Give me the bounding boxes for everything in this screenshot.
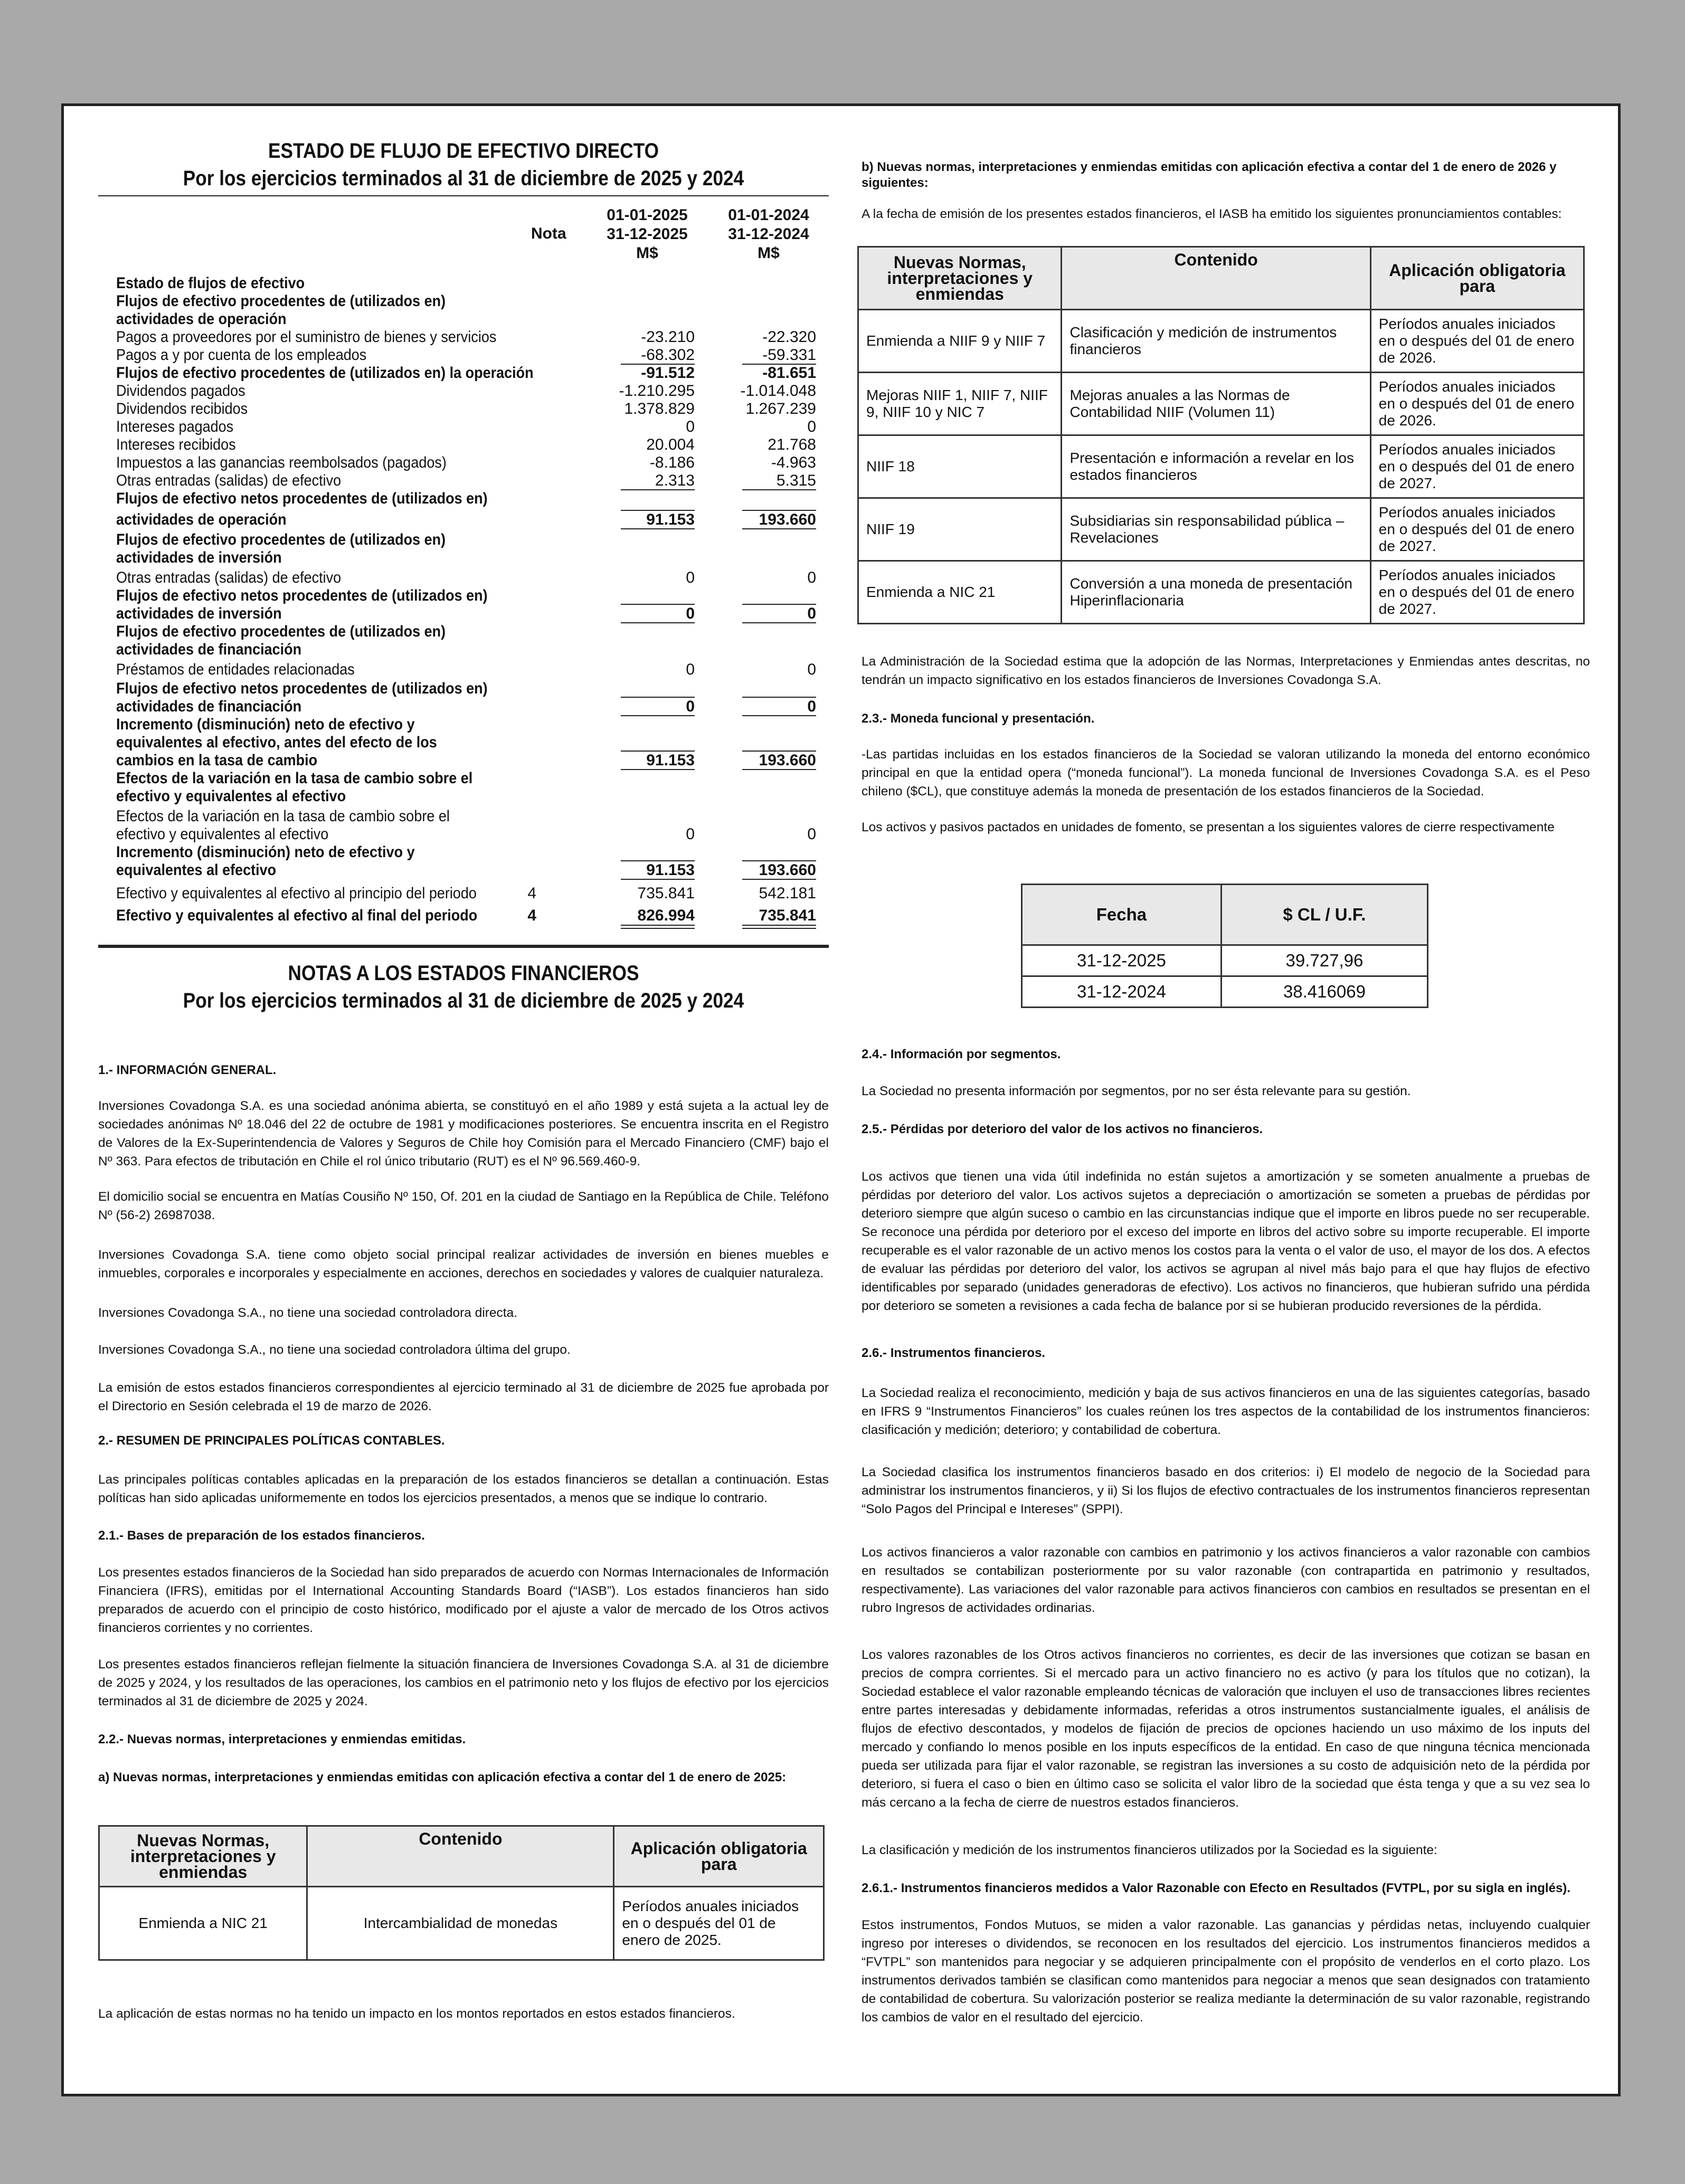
table-cell-norma: NIIF 18 bbox=[858, 435, 1062, 498]
table-cell-norma: Enmienda a NIIF 9 y NIIF 7 bbox=[858, 310, 1062, 373]
underline bbox=[742, 622, 816, 623]
cashflow-value-2025: 20.004 bbox=[646, 436, 695, 453]
cashflow-row-label: Efectivo y equivalentes al efectivo al principio del periodo bbox=[116, 885, 477, 902]
cashflow-row-label: Flujos de efectivo procedentes de (utilizados en) la operación bbox=[116, 364, 534, 382]
cashflow-title: ESTADO DE FLUJO DE EFECTIVO DIRECTO bbox=[268, 139, 659, 163]
overline bbox=[621, 604, 695, 605]
th-contenido: Contenido bbox=[307, 1826, 614, 1887]
cashflow-nota: 4 bbox=[527, 907, 536, 924]
paragraph: A la fecha de emisión de los presentes estados financieros, el IASB ha emitido los siguientes pronunciamientos contables: bbox=[862, 207, 1562, 221]
th-aplicacion: Aplicación obligatoria para bbox=[1370, 247, 1584, 310]
paragraph: Los activos financieros a valor razonable con cambios en patrimonio y los activos financieros a valor razonable con cambios en resultados se contabilizan posteriormente por su valor razonable (con contrapartida en patrimonio y resultados, respectivamente). Las variaciones del valor razonable para activos financieros con cambios en resultados se presentan en el rubro Ingresos de actividades ordinarias. bbox=[862, 1545, 1590, 1615]
underline bbox=[742, 489, 816, 490]
cashflow-row-label: actividades de inversión bbox=[116, 605, 282, 622]
cashflow-value-2025: -91.512 bbox=[641, 364, 695, 382]
cashflow-row-label: Otras entradas (salidas) de efectivo bbox=[116, 472, 342, 489]
cashflow-row-label: Efectivo y equivalentes al efectivo al final del periodo bbox=[116, 907, 478, 924]
table-row bbox=[99, 1887, 824, 1960]
paragraph: Estos instrumentos, Fondos Mutuos, se miden a valor razonable. Las ganancias y pérdidas netas, incluyendo cualquier ingreso por intereses o dividendos, se reconocen en los resultados del ejercicio. Los instrumentos financieros medidos a “FVTPL” son mantenidos para negociar y se adquieren principalmente con el propósito de venderlos en el corto plazo. Los instrumentos derivados también se clasifican como mantenidos para negociar a menos que sean designados con tratamiento de contabilidad de cobertura. Su valorización posterior se realiza mediante la determinación de su valor razonable, registrando los cambios de valor en el resultado del ejercicio. bbox=[862, 1918, 1590, 2025]
cashflow-row-label: Incremento (disminución) neto de efectivo y bbox=[116, 843, 415, 861]
cashflow-row-label: actividades de operación bbox=[116, 511, 287, 528]
double-underline bbox=[742, 925, 816, 929]
paragraph: La emisión de estos estados financieros correspondientes al ejercicio terminado al 31 de diciembre de 2025 fue aprobada por el Directorio en Sesión celebrada el 19 de marzo de 2026. bbox=[98, 1381, 829, 1413]
paragraph: La Administración de la Sociedad estima que la adopción de las Normas, Interpretaciones y Enmiendas antes descritas, no tendrán un impacto significativo en los estados financieros de Inversiones Covadonga S.A. bbox=[862, 654, 1590, 687]
table-body bbox=[1022, 945, 1428, 1008]
th-valor: $ CL / U.F. bbox=[1221, 885, 1427, 945]
cashflow-row-label: actividades de financiación bbox=[116, 698, 302, 715]
table-body bbox=[99, 1887, 824, 1960]
cashflow-value-2024: -22.320 bbox=[762, 328, 816, 346]
col-2025-end: 31-12-2025 bbox=[607, 225, 688, 243]
notes-header bbox=[98, 960, 829, 1014]
paragraph: El domicilio social se encuentra en Matías Cousiño Nº 150, Of. 201 en la ciudad de Santiago en la República de Chile. Teléfono Nº (56-2) 26987038. bbox=[98, 1190, 829, 1222]
cashflow-value-2025: 0 bbox=[686, 605, 695, 622]
cashflow-value-2024: -4.963 bbox=[771, 454, 816, 471]
overline bbox=[621, 510, 695, 511]
paragraph: La Sociedad clasifica los instrumentos financieros basado en dos criterios: i) El modelo de negocio de la Sociedad para administrar los instrumentos financieros, y ii) Si los flujos de efectivo contractuales de los instrumentos financieros representan “Solo Pagos del Principal e Intereses” (SPPI). bbox=[862, 1465, 1590, 1516]
table-cell-aplicacion: Períodos anuales iniciados en o después del 01 de enero de 2027. bbox=[1370, 435, 1584, 498]
underline bbox=[742, 769, 816, 770]
cashflow-row-label: Intereses pagados bbox=[116, 418, 234, 435]
cashflow-value-2024: 0 bbox=[807, 569, 816, 586]
cashflow-value-2025: -68.302 bbox=[641, 346, 695, 364]
table-cell-aplicacion: Períodos anuales iniciados en o después del 01 de enero de 2025. bbox=[614, 1887, 824, 1960]
cashflow-row-label: Otras entradas (salidas) de efectivo bbox=[116, 569, 342, 586]
table-cell-contenido: Presentación e información a revelar en los estados financieros bbox=[1062, 435, 1370, 498]
cashflow-value-2024: 735.841 bbox=[759, 907, 816, 924]
table-cell-norma: NIIF 19 bbox=[858, 498, 1062, 561]
underline bbox=[742, 879, 816, 880]
cashflow-value-2025: 735.841 bbox=[637, 885, 695, 902]
cashflow-value-2025: 0 bbox=[686, 698, 695, 715]
paragraph: Los activos que tienen una vida útil indefinida no están sujetos a amortización y se someten anualmente a pruebas de pérdidas por deterioro del valor. Los activos sujetos a depreciación o amortización se someten a pruebas de pérdidas por deterioro siempre que algún suceso o cambio en las circunstancias indique que el importe en libros puede no ser recuperable. Se reconoce una pérdida por deterioro por el exceso del importe en libros del activo sobre su importe recuperable. El importe recuperable es el valor razonable de un activo menos los costos para la venta o el valor de uso, el mayor de los dos. A efectos de evaluar las pérdidas por deterioro del valor, los activos se agrupan al nivel más bajo para el que hay flujos de efectivo identificables por separado (unidades generadoras de efectivo). Los activos no financieros, que hubieran sufrido una pérdida por deterioro se someten a revisiones a cada fecha de balance por si se hubieran producido reversiones de la pérdida. bbox=[862, 1170, 1590, 1313]
cashflow-row-label: Intereses recibidos bbox=[116, 436, 236, 453]
paragraph: -Las partidas incluidas en los estados financieros de la Sociedad se valoran utilizando la moneda del entorno económico principal en que la entidad opera (“moneda funcional”). La moneda funcional de Inversiones Covadonga S.A. es el Peso chileno ($CL), que constituye además la moneda de presentación de los estados financieros de la Sociedad. bbox=[862, 747, 1590, 799]
notes-title: NOTAS A LOS ESTADOS FINANCIEROS bbox=[288, 962, 639, 985]
th-norma: Nuevas Normas, interpretaciones y enmiendas bbox=[99, 1826, 307, 1887]
table-row bbox=[858, 310, 1584, 373]
th-fecha: Fecha bbox=[1022, 885, 1222, 945]
cashflow-value-2025: 91.153 bbox=[646, 511, 695, 528]
cashflow-value-2025: 0 bbox=[686, 825, 695, 843]
cashflow-row-label: Incremento (disminución) neto de efectivo y bbox=[116, 716, 415, 733]
cashflow-value-2024: -81.651 bbox=[762, 364, 816, 382]
table-cell-aplicacion: Períodos anuales iniciados en o después del 01 de enero de 2026. bbox=[1370, 310, 1584, 373]
cashflow-row-label: Flujos de efectivo procedentes de (utilizados en) bbox=[116, 292, 446, 310]
cashflow-value-2024: 21.768 bbox=[768, 436, 816, 453]
section-2-5-heading: 2.5.- Pérdidas por deterioro del valor de los activos no financieros. bbox=[862, 1122, 1263, 1136]
cashflow-row-label: Pagos a y por cuenta de los empleados bbox=[116, 346, 367, 364]
section-1-heading: 1.- INFORMACIÓN GENERAL. bbox=[98, 1063, 277, 1077]
cashflow-value-2024: 5.315 bbox=[776, 472, 816, 489]
new-standards-table-2025 bbox=[98, 1825, 825, 1961]
cashflow-value-2024: 0 bbox=[807, 605, 816, 622]
cashflow-value-2025: 0 bbox=[686, 569, 695, 586]
col-2025-start: 01-01-2025 bbox=[607, 206, 688, 224]
table-cell-aplicacion: Períodos anuales iniciados en o después del 01 de enero de 2027. bbox=[1370, 561, 1584, 624]
underline bbox=[742, 715, 816, 716]
underline bbox=[621, 769, 695, 770]
cashflow-value-2024: 0 bbox=[807, 661, 816, 678]
cashflow-value-2024: 1.267.239 bbox=[745, 400, 816, 417]
table-cell-contenido: Intercambialidad de monedas bbox=[307, 1887, 614, 1960]
cashflow-row-label: efectivo y equivalentes al efectivo bbox=[116, 825, 329, 843]
cashflow-row-label: equivalentes al efectivo bbox=[116, 861, 277, 879]
cashflow-row-label: efectivo y equivalentes al efectivo bbox=[116, 787, 346, 805]
table-cell-valor: 38.416069 bbox=[1221, 976, 1427, 1008]
table-row bbox=[1022, 976, 1428, 1008]
cashflow-row-label: Estado de flujos de efectivo bbox=[116, 274, 305, 292]
table-row bbox=[1022, 945, 1428, 976]
cashflow-table bbox=[98, 116, 829, 961]
cashflow-value-2024: 193.660 bbox=[759, 752, 816, 769]
cashflow-row-label: actividades de inversión bbox=[116, 549, 282, 566]
cashflow-value-2025: -8.186 bbox=[649, 454, 695, 471]
cashflow-value-2025: 91.153 bbox=[646, 752, 695, 769]
paragraph: La clasificación y medición de los instrumentos financieros utilizados por la Sociedad es la siguiente: bbox=[862, 1843, 1437, 1857]
table-cell-contenido: Mejoras anuales a las Normas de Contabilidad NIIF (Volumen 11) bbox=[1062, 373, 1370, 435]
table-cell-norma: Enmienda a NIC 21 bbox=[99, 1887, 307, 1960]
overline bbox=[621, 751, 695, 752]
cashflow-row-label: Flujos de efectivo netos procedentes de (utilizados en) bbox=[116, 680, 488, 697]
cashflow-row-label: Flujos de efectivo procedentes de (utilizados en) bbox=[116, 531, 446, 548]
overline bbox=[742, 751, 816, 752]
table-cell-norma: Enmienda a NIC 21 bbox=[858, 561, 1062, 624]
overline bbox=[742, 697, 816, 698]
section-2-2a-heading: a) Nuevas normas, interpretaciones y enmiendas emitidas con aplicación efectiva a contar del 1 de enero de 2025: bbox=[98, 1770, 787, 1784]
paragraph: La Sociedad no presenta información por segmentos, por no ser ésta relevante para su gestión. bbox=[862, 1084, 1411, 1098]
cashflow-row-label: equivalentes al efectivo, antes del efecto de los bbox=[116, 734, 437, 751]
table-cell-contenido: Clasificación y medición de instrumentos financieros bbox=[1062, 310, 1370, 373]
cashflow-row-label: Dividendos pagados bbox=[116, 382, 245, 400]
notes-subtitle: Por los ejercicios terminados al 31 de diciembre de 2025 y 2024 bbox=[183, 989, 744, 1012]
paragraph: Las principales políticas contables aplicadas en la preparación de los estados financieros se detallan a continuación. Estas políticas han sido aplicadas uniformemente en todos los ejercicios presentados, a menos que se indique lo contrario. bbox=[98, 1473, 829, 1505]
overline bbox=[742, 510, 816, 511]
table-cell-fecha: 31-12-2024 bbox=[1022, 976, 1222, 1008]
table-body bbox=[858, 310, 1584, 624]
th-norma: Nuevas Normas, interpretaciones y enmiendas bbox=[858, 247, 1062, 310]
table-cell-fecha: 31-12-2025 bbox=[1022, 945, 1222, 976]
cashflow-nota: 4 bbox=[527, 885, 536, 902]
section-2-6-heading: 2.6.- Instrumentos financieros. bbox=[862, 1346, 1046, 1360]
paragraph: Los activos y pasivos pactados en unidades de fomento, se presentan a los siguientes valores de cierre respectivamente bbox=[862, 820, 1555, 834]
cashflow-row-label: Flujos de efectivo netos procedentes de (utilizados en) bbox=[116, 490, 488, 507]
underline bbox=[742, 528, 816, 529]
cashflow-value-2024: -1.014.048 bbox=[740, 382, 816, 400]
paragraph: Inversiones Covadonga S.A., no tiene una sociedad controladora última del grupo. bbox=[98, 1343, 571, 1357]
cashflow-value-2024: 0 bbox=[807, 418, 816, 435]
overline bbox=[742, 604, 816, 605]
cashflow-row-label: Flujos de efectivo procedentes de (utilizados en) bbox=[116, 623, 446, 640]
cashflow-value-2025: 0 bbox=[686, 661, 695, 678]
col-2025-unit: M$ bbox=[636, 244, 658, 262]
cashflow-subtitle: Por los ejercicios terminados al 31 de diciembre de 2025 y 2024 bbox=[183, 167, 744, 190]
document-page bbox=[75, 116, 1606, 2079]
paragraph: La aplicación de estas normas no ha tenido un impacto en los montos reportados en estos estados financieros. bbox=[98, 2007, 735, 2021]
table-cell-aplicacion: Períodos anuales iniciados en o después del 01 de enero de 2026. bbox=[1370, 373, 1584, 435]
cashflow-value-2024: -59.331 bbox=[762, 346, 816, 364]
table-cell-aplicacion: Períodos anuales iniciados en o después del 01 de enero de 2027. bbox=[1370, 498, 1584, 561]
cashflow-value-2024: 0 bbox=[807, 698, 816, 715]
section-2-1-heading: 2.1.- Bases de preparación de los estados financieros. bbox=[98, 1528, 425, 1543]
cashflow-value-2025: 826.994 bbox=[637, 907, 695, 924]
cashflow-value-2024: 542.181 bbox=[759, 885, 816, 902]
table-row bbox=[858, 373, 1584, 435]
cashflow-row-label: Impuestos a las ganancias reembolsados (pagados) bbox=[116, 454, 447, 471]
paragraph: Los valores razonables de los Otros activos financieros no corrientes, es decir de las inversiones que cotizan se basan en precios de compra corrientes. Si el mercado para un activo financiero no es activo (y para los títulos que no cotizan), la Sociedad establece el valor razonable empleando técnicas de valoración que incluyen el uso de transacciones libres recientes entre partes interesadas y debidamente informadas, referidas a otros instrumentos sustancialmente iguales, el análisis de flujos de efectivo descontados, y modelos de fijación de precios de opciones haciendo un uso máximo de los inputs del mercado y confiando lo menos posible en los inputs específicos de la entidad. En caso de que ninguna técnica mencionada pueda ser utilizada para fijar el valor razonable, se registran las inversiones a su costo de adquisición neto de la pérdida por deterioro, si fuera el caso o bien en último caso se solicita el valor libro de la sociedad que ésta tenga y que a su vez sea lo más cercano a la fecha de cierre de nuestros estados financieros. bbox=[862, 1648, 1590, 1810]
section-2-6-1-heading: 2.6.1.- Instrumentos financieros medidos a Valor Razonable con Efecto en Resultados (FVTPL, por su sigla en inglés). bbox=[862, 1881, 1570, 1895]
table-row bbox=[858, 498, 1584, 561]
cashflow-row-label: Dividendos recibidos bbox=[116, 400, 248, 417]
col-2024-start: 01-01-2024 bbox=[728, 206, 809, 224]
cashflow-row-label: actividades de financiación bbox=[116, 641, 302, 658]
underline bbox=[621, 879, 695, 880]
table-cell-contenido: Subsidiarias sin responsabilidad pública – Revelaciones bbox=[1062, 498, 1370, 561]
cashflow-value-2024: 0 bbox=[807, 825, 816, 843]
paragraph: Inversiones Covadonga S.A. tiene como objeto social principal realizar actividades de inversión en bienes muebles e inmuebles, corporales e incorporales y especialmente en acciones, derechos en sociedades y valores de cualquier naturaleza. bbox=[98, 1248, 829, 1280]
cashflow-row-label: Préstamos de entidades relacionadas bbox=[116, 661, 355, 678]
th-aplicacion: Aplicación obligatoria para bbox=[614, 1826, 824, 1887]
cashflow-value-2025: 2.313 bbox=[655, 472, 695, 489]
overline bbox=[742, 860, 816, 861]
table-cell-norma: Mejoras NIIF 1, NIIF 7, NIIF 9, NIIF 10 y NIC 7 bbox=[858, 373, 1062, 435]
section-2-heading: 2.- RESUMEN DE PRINCIPALES POLÍTICAS CONTABLES. bbox=[98, 1433, 445, 1448]
cashflow-value-2025: -1.210.295 bbox=[619, 382, 695, 400]
table-row bbox=[858, 561, 1584, 624]
section-2-2b-heading: b) Nuevas normas, interpretaciones y enmiendas emitidas con aplicación efectiva a contar del 1 de enero de 2026 y siguientes: bbox=[862, 160, 1557, 190]
cashflow-value-2024: 193.660 bbox=[759, 511, 816, 528]
paragraph: Los presentes estados financieros reflejan fielmente la situación financiera de Inversiones Covadonga S.A. al 31 de diciembre de 2025 y 2024, y los resultados de las operaciones, los cambios en el patrimonio neto y los flujos de efectivo por los ejercicios terminados al 31 de diciembre de 2025 y 2024. bbox=[98, 1657, 829, 1708]
table-cell-contenido: Conversión a una moneda de presentación Hiperinflacionaria bbox=[1062, 561, 1370, 624]
paragraph: La Sociedad realiza el reconocimiento, medición y baja de sus activos financieros en una de las siguientes categorías, basado en IFRS 9 “Instrumentos Financieros” los cuales reúnen los tres aspectos de la contabilidad de los instrumentos financieros: clasificación y medición; deterioro; y contabilidad de cobertura. bbox=[862, 1386, 1590, 1437]
nota-header: Nota bbox=[531, 225, 566, 242]
section-2-2-heading: 2.2.- Nuevas normas, interpretaciones y enmiendas emitidas. bbox=[98, 1732, 466, 1746]
cashflow-row-label: cambios en la tasa de cambio bbox=[116, 752, 318, 769]
cashflow-value-2025: 0 bbox=[686, 418, 695, 435]
paragraph: Inversiones Covadonga S.A. es una sociedad anónima abierta, se constituyó en el año 1989 y está sujeta a la actual ley de sociedades anónimas Nº 18.046 del 22 de octubre de 1981 y modificaciones posteriores. Se encuentra inscrita en el Registro de Valores de la Ex-Superintendencia de Valores y Seguros de Chile hoy Comisión para el Mercado Financiero (CMF) bajo el Nº 363. Para efectos de tributación en Chile el rol único tributario (RUT) es el Nº 96.569.460-9. bbox=[98, 1099, 829, 1169]
section-2-3-heading: 2.3.- Moneda funcional y presentación. bbox=[862, 711, 1095, 726]
underline bbox=[621, 528, 695, 529]
underline bbox=[621, 489, 695, 490]
cashflow-row-label: Efectos de la variación en la tasa de cambio sobre el bbox=[116, 770, 473, 787]
th-contenido: Contenido bbox=[1062, 247, 1370, 310]
paragraph: Los presentes estados financieros de la Sociedad han sido preparados de acuerdo con Normas Internacionales de Información Financiera (IFRS), emitidas por el International Accounting Standards Board (“IASB”). Los estados financieros han sido preparados de acuerdo con el principio de costo histórico, modificado por el ajuste a valor de mercado de los Otros activos financieros corrientes y no corrientes. bbox=[98, 1565, 829, 1635]
cashflow-row-label: Efectos de la variación en la tasa de cambio sobre el bbox=[116, 808, 450, 825]
cashflow-row-label: actividades de operación bbox=[116, 310, 287, 328]
overline bbox=[621, 697, 695, 698]
col-2024-unit: M$ bbox=[758, 244, 780, 262]
double-underline bbox=[621, 925, 695, 929]
paragraph: Inversiones Covadonga S.A., no tiene una sociedad controladora directa. bbox=[98, 1306, 518, 1320]
cashflow-row-label: Pagos a proveedores por el suministro de bienes y servicios bbox=[116, 328, 497, 346]
cashflow-value-2025: -23.210 bbox=[641, 328, 695, 346]
divider bbox=[98, 945, 829, 948]
cashflow-value-2025: 91.153 bbox=[646, 861, 695, 879]
cashflow-row-label: Flujos de efectivo netos procedentes de (utilizados en) bbox=[116, 587, 488, 604]
col-2024-end: 31-12-2024 bbox=[728, 225, 809, 243]
cashflow-value-2025: 1.378.829 bbox=[624, 400, 695, 417]
uf-rates-table bbox=[1021, 884, 1428, 1008]
underline bbox=[621, 715, 695, 716]
table-row bbox=[858, 435, 1584, 498]
cashflow-value-2024: 193.660 bbox=[759, 861, 816, 879]
table-cell-valor: 39.727,96 bbox=[1221, 945, 1427, 976]
underline bbox=[621, 622, 695, 623]
new-standards-table-2026 bbox=[857, 246, 1585, 624]
overline bbox=[621, 860, 695, 861]
section-2-4-heading: 2.4.- Información por segmentos. bbox=[862, 1047, 1061, 1061]
